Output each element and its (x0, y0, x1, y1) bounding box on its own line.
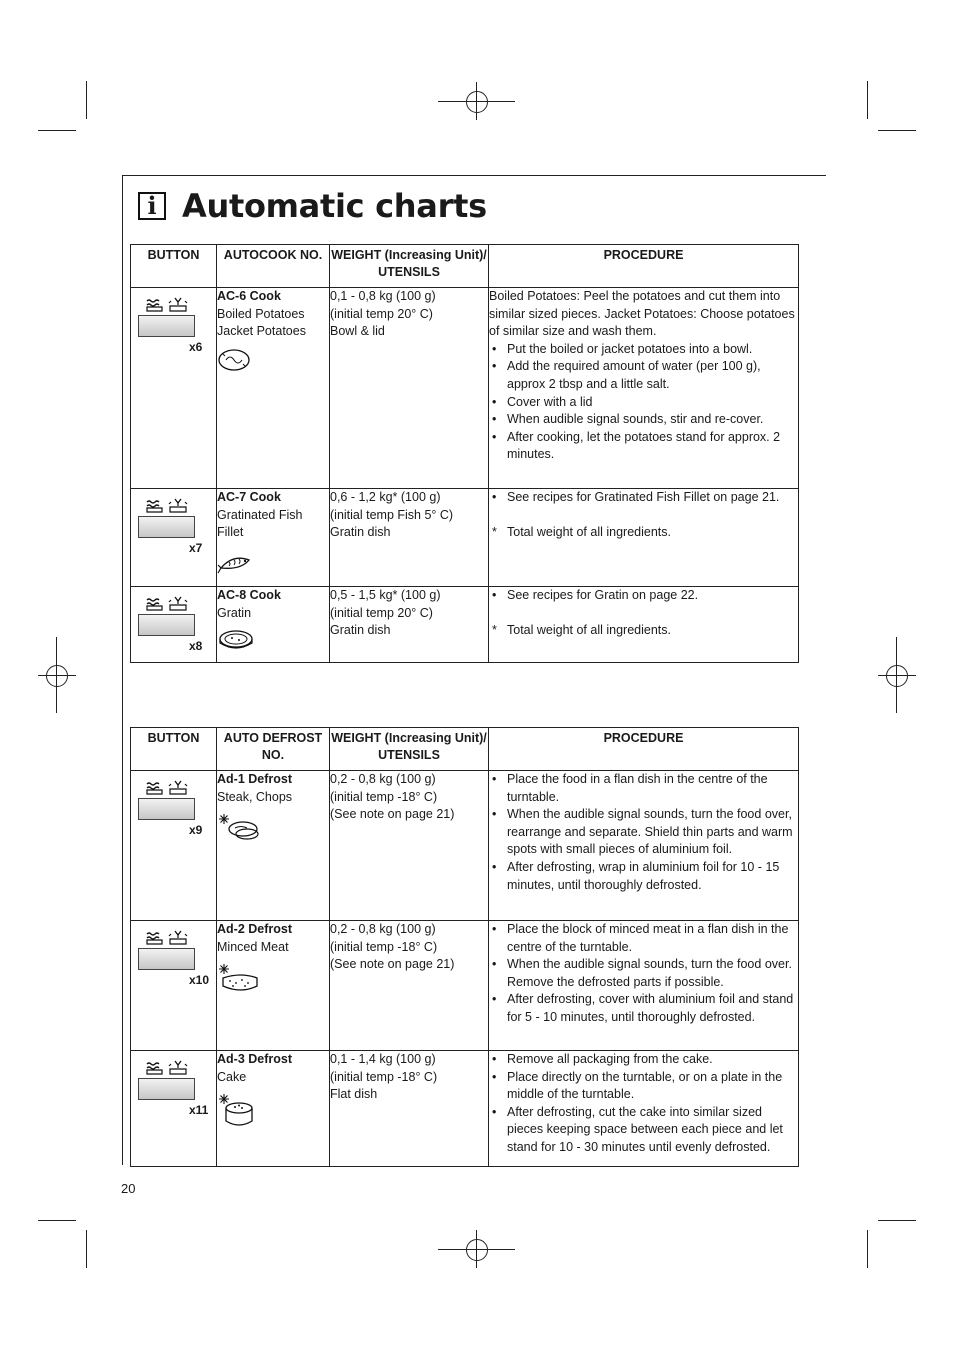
program-name: AC-8 Cook (217, 588, 281, 602)
press-count: x8 (189, 639, 203, 653)
press-count: x11 (189, 1103, 209, 1117)
procedure-step: • Place the food in a flan dish in the centre of the turntable. (489, 771, 798, 806)
weight-line: 0,2 - 0,8 kg (100 g) (330, 772, 436, 786)
weight-line: (initial temp Fish 5° C) (330, 507, 454, 522)
procedure-step: • When audible signal sounds, stir and re-cover. (489, 411, 798, 429)
weight-line: (See note on page 21) (330, 957, 455, 972)
food-type: Jacket Potatoes (217, 324, 306, 339)
weight-cell (330, 587, 489, 663)
procedure-cell (489, 489, 799, 587)
program-cell (217, 489, 330, 587)
procedure-step: • After defrosting, cover with aluminium foil and stand for 5 - 10 minutes, until thoroughly defrosted. (489, 991, 798, 1026)
info-icon: i (138, 192, 166, 220)
button-cell (131, 489, 217, 587)
press-count: x7 (189, 541, 203, 555)
weight-cell (330, 489, 489, 587)
page-number: 20 (121, 1181, 136, 1196)
weight-line: Gratin dish (330, 623, 391, 638)
procedure-step: • Put the boiled or jacket potatoes into a bowl. (489, 341, 798, 359)
weight-line: Flat dish (330, 1087, 378, 1102)
procedure-steps (489, 771, 798, 894)
weight-line: (initial temp -18° C) (330, 939, 438, 954)
procedure-cell (489, 288, 799, 489)
procedure-steps (489, 341, 798, 464)
microwave-mode-icon (145, 930, 189, 946)
press-count: x9 (189, 823, 203, 837)
microwave-mode-icon (145, 1060, 189, 1076)
program-cell (217, 771, 330, 921)
frozen-cake-icon (217, 1092, 329, 1134)
food-type: Cake (217, 1069, 247, 1084)
weight-line: 0,1 - 0,8 kg (100 g) (330, 289, 436, 303)
food-type: Fillet (217, 525, 244, 540)
program-name: AC-7 Cook (217, 490, 281, 504)
procedure-steps (489, 489, 798, 507)
procedure-step: • Add the required amount of water (per 100 g), approx 2 tbsp and a little salt. (489, 358, 798, 393)
program-cell (217, 587, 330, 663)
program-button[interactable] (138, 516, 195, 538)
col-header-program: AUTO DEFROST NO. (217, 728, 330, 771)
program-button[interactable] (138, 798, 195, 820)
procedure-step: • See recipes for Gratinated Fish Fillet on page 21. (489, 489, 798, 507)
food-type: Gratin (217, 605, 252, 620)
margin-rule (122, 175, 123, 1165)
potato-icon (217, 347, 329, 379)
weight-line: 0,2 - 0,8 kg (100 g) (330, 922, 436, 936)
procedure-steps (489, 921, 798, 1027)
procedure-cell (489, 771, 799, 921)
weight-line: (See note on page 21) (330, 807, 455, 822)
procedure-step: • After cooking, let the potatoes stand for approx. 2 minutes. (489, 429, 798, 464)
weight-line: Gratin dish (330, 525, 391, 540)
program-name: Ad-1 Defrost (217, 772, 293, 786)
col-header-button: BUTTON (131, 728, 217, 771)
fish-icon (217, 548, 329, 580)
weight-line: 0,5 - 1,5 kg* (100 g) (330, 588, 441, 602)
procedure-steps (489, 1051, 798, 1157)
procedure-step: • Remove all packaging from the cake. (489, 1051, 798, 1069)
food-type: Gratinated Fish (217, 507, 303, 522)
microwave-mode-icon (145, 498, 189, 514)
auto-defrost-chart (130, 727, 799, 1167)
procedure-step: • After defrosting, cut the cake into similar sized pieces keeping space between each piece and let stand for 10 - 30 minutes until evenly defrosted. (489, 1104, 798, 1157)
frozen-mince-icon (217, 962, 329, 1000)
program-row (131, 587, 799, 663)
program-row (131, 771, 799, 921)
col-header-button: BUTTON (131, 245, 217, 288)
procedure-step: • When the audible signal sounds, turn the food over. Remove the defrosted parts if possible. (489, 956, 798, 991)
weight-line: (initial temp -18° C) (330, 789, 438, 804)
col-header-weight: WEIGHT (Increasing Unit)/ UTENSILS (330, 245, 489, 288)
press-count: x6 (189, 340, 203, 354)
microwave-mode-icon (145, 297, 189, 313)
press-count: x10 (189, 973, 210, 987)
weight-line: (initial temp -18° C) (330, 1069, 438, 1084)
procedure-step: • See recipes for Gratin on page 22. (489, 587, 798, 605)
weight-cell (330, 771, 489, 921)
procedure-cell (489, 1051, 799, 1167)
button-cell (131, 921, 217, 1051)
program-button[interactable] (138, 948, 195, 970)
program-name: Ad-2 Defrost (217, 922, 293, 936)
procedure-cell (489, 921, 799, 1051)
button-cell (131, 288, 217, 489)
page-heading (138, 186, 487, 226)
col-header-procedure: PROCEDURE (489, 245, 799, 288)
program-cell (217, 288, 330, 489)
weight-cell (330, 288, 489, 489)
program-row (131, 921, 799, 1051)
weight-line: 0,6 - 1,2 kg* (100 g) (330, 490, 441, 504)
food-type: Boiled Potatoes (217, 306, 305, 321)
program-row (131, 489, 799, 587)
microwave-mode-icon (145, 596, 189, 612)
procedure-step: • Place directly on the turntable, or on a plate in the middle of the turntable. (489, 1069, 798, 1104)
footnote: * Total weight of all ingredients. (489, 524, 798, 542)
weight-line: (initial temp 20° C) (330, 605, 433, 620)
frozen-steak-icon (217, 812, 329, 848)
procedure-steps (489, 587, 798, 605)
gratin-dish-icon (217, 628, 329, 658)
program-name: AC-6 Cook (217, 289, 281, 303)
food-type: Steak, Chops (217, 789, 293, 804)
program-button[interactable] (138, 1078, 195, 1100)
footnote: * Total weight of all ingredients. (489, 622, 798, 640)
weight-cell (330, 921, 489, 1051)
food-type: Minced Meat (217, 939, 289, 954)
program-button[interactable] (138, 315, 195, 337)
procedure-intro: Boiled Potatoes: Peel the potatoes and cut them into similar sized pieces. Jacket Potatoes: Choose potatoes of similar size and wash them. (489, 289, 795, 339)
weight-line: Bowl & lid (330, 324, 385, 339)
page-title: Automatic charts (182, 187, 487, 225)
autocook-chart (130, 244, 799, 663)
button-cell (131, 771, 217, 921)
program-name: Ad-3 Defrost (217, 1052, 293, 1066)
weight-line: (initial temp 20° C) (330, 306, 433, 321)
weight-line: 0,1 - 1,4 kg (100 g) (330, 1052, 436, 1066)
program-button[interactable] (138, 614, 195, 636)
button-cell (131, 587, 217, 663)
weight-cell (330, 1051, 489, 1167)
col-header-weight: WEIGHT (Increasing Unit)/ UTENSILS (330, 728, 489, 771)
program-row (131, 288, 799, 489)
program-cell (217, 1051, 330, 1167)
col-header-procedure: PROCEDURE (489, 728, 799, 771)
button-cell (131, 1051, 217, 1167)
procedure-step: • Place the block of minced meat in a flan dish in the centre of the turntable. (489, 921, 798, 956)
procedure-cell (489, 587, 799, 663)
procedure-step: • After defrosting, wrap in aluminium foil for 10 - 15 minutes, until thoroughly defrosted. (489, 859, 798, 894)
header-rule (122, 175, 826, 176)
procedure-step: • Cover with a lid (489, 394, 798, 412)
col-header-program: AUTOCOOK NO. (217, 245, 330, 288)
microwave-mode-icon (145, 780, 189, 796)
program-cell (217, 921, 330, 1051)
program-row (131, 1051, 799, 1167)
procedure-step: • When the audible signal sounds, turn the food over, rearrange and separate. Shield thin parts and warm spots with small pieces of aluminium foil. (489, 806, 798, 859)
